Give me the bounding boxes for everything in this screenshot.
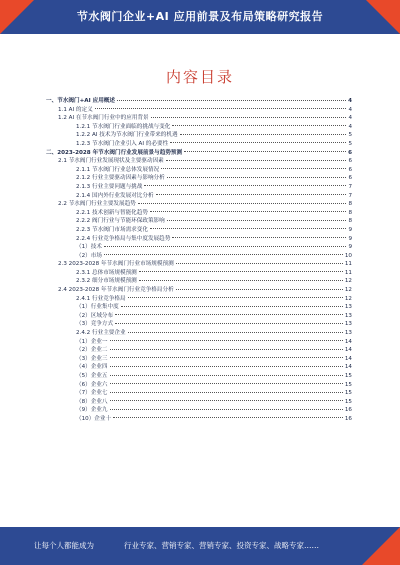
toc-leader-dots — [172, 125, 346, 126]
toc-entry-text: 2.1.1 节水阀门行业总体发展情况 — [76, 166, 160, 173]
toc-leader-dots — [184, 151, 346, 152]
toc-entry[interactable] — [40, 354, 352, 363]
toc-entry-text: （4）企业四 — [76, 364, 108, 371]
toc-leader-dots — [150, 228, 346, 229]
toc-leader-dots — [95, 108, 347, 109]
toc-entry-text: 1.2.3 节水阀门企业引入 AI 的必要性 — [76, 140, 169, 147]
toc-leader-dots — [156, 194, 347, 195]
toc-entry-page: 14 — [344, 364, 352, 371]
toc-entry-text: （1）行业集中度 — [76, 304, 119, 311]
footer-right-accent — [362, 527, 400, 565]
toc-leader-dots — [176, 289, 343, 290]
toc-entry[interactable] — [40, 302, 352, 311]
footer-roles: 行业专家、营销专家、营销专家、投资专家、战略专家…… — [124, 541, 319, 550]
toc-entry[interactable] — [40, 285, 352, 294]
toc-entry[interactable] — [40, 251, 352, 260]
toc-leader-dots — [172, 237, 346, 238]
header-right-accent — [366, 0, 400, 34]
toc-entry[interactable] — [40, 199, 352, 208]
toc-entry[interactable] — [40, 268, 352, 277]
toc-entry[interactable] — [40, 397, 352, 406]
toc-entry[interactable] — [40, 242, 352, 251]
toc-entry-page: 7 — [348, 192, 352, 199]
toc-entry-page: 11 — [344, 269, 352, 276]
toc-entry[interactable] — [40, 165, 352, 174]
toc-entry[interactable] — [40, 148, 352, 157]
toc-entry-text: 2.1 节水阀门行业发展现状及主要驱动因素 — [58, 158, 164, 165]
header-left-accent — [0, 0, 34, 34]
report-header — [0, 0, 400, 34]
toc-entry-text: （5）企业五 — [76, 373, 108, 379]
toc-leader-dots — [151, 117, 347, 118]
toc-entry-page: 13 — [344, 312, 352, 319]
toc-entry[interactable] — [40, 234, 352, 243]
toc-entry[interactable] — [40, 182, 352, 191]
toc-entry-text: （6）企业六 — [76, 381, 108, 388]
toc-leader-dots — [113, 417, 343, 418]
toc-entry-text: 2.2.4 行业竞争格局与集中度发展趋势 — [76, 235, 171, 242]
toc-entry-text: （10）企业十 — [76, 415, 112, 422]
toc-entry[interactable] — [40, 311, 352, 320]
toc-entry-text: 2.4 2023-2028 年节水阀门行业竞争格局分析 — [58, 287, 174, 294]
toc-entry-text: 2.1.4 国内外行业发展对比分析 — [76, 192, 154, 199]
toc-entry-text: 2.1.3 行业主要问题与挑战 — [76, 183, 143, 190]
toc-entry-page: 9 — [348, 235, 352, 242]
toc-entry[interactable] — [40, 113, 352, 122]
toc-entry-page: 4 — [348, 98, 352, 104]
toc-entry-text: （9）企业九 — [76, 407, 108, 414]
toc-entry[interactable] — [40, 122, 352, 131]
toc-leader-dots — [117, 100, 346, 101]
toc-leader-dots — [166, 160, 347, 161]
toc-entry-text: 2.1.2 行业主要驱动因素与影响分析 — [76, 175, 165, 182]
toc-leader-dots — [110, 357, 343, 358]
toc-entry[interactable] — [40, 328, 352, 337]
toc-leader-dots — [110, 409, 343, 410]
toc-entry-page: 12 — [344, 287, 352, 294]
toc-entry-text: 2.3.2 细分市场规模预测 — [76, 278, 137, 285]
toc-entry-page: 8 — [348, 218, 352, 225]
toc-leader-dots — [176, 263, 343, 264]
toc-entry-text: 2.2 节水阀门行业主要发展趋势 — [58, 201, 136, 208]
footer-slogan: 让每个人都能成为 — [34, 541, 94, 550]
toc-leader-dots — [121, 306, 343, 307]
toc-entry-page: 16 — [344, 415, 352, 422]
toc-entry-page: 15 — [344, 373, 352, 379]
toc-leader-dots — [150, 211, 346, 212]
toc-entry[interactable] — [40, 173, 352, 182]
toc-entry-text: 1.2.2 AI 技术为节水阀门行业带来的机遇 — [76, 132, 178, 139]
toc-heading: 内容目录 — [165, 68, 234, 86]
toc-entry-page: 15 — [344, 398, 352, 405]
report-title: 节水阀门企业+AI 应用前景及布局策略研究报告 — [76, 10, 324, 23]
toc-entry[interactable] — [40, 405, 352, 414]
toc-entry-page: 4 — [348, 106, 352, 113]
toc-entry[interactable] — [40, 337, 352, 346]
toc-entry-page: 7 — [348, 183, 352, 190]
toc-entry[interactable] — [40, 225, 352, 234]
toc-entry[interactable] — [40, 388, 352, 397]
toc-entry[interactable] — [40, 380, 352, 389]
toc-entry-page: 5 — [348, 140, 352, 147]
toc-entry-page: 8 — [348, 209, 352, 216]
toc-entry-page: 10 — [344, 252, 352, 259]
toc-entry-text: 一、节水阀门+AI 应用概述 — [46, 98, 115, 104]
toc-entry-text: 2.3.1 总体市场规模预测 — [76, 269, 137, 276]
toc-leader-dots — [110, 400, 343, 401]
toc-entry-text: 2.2.2 阀门行业与节能环保政策影响 — [76, 218, 165, 225]
toc-entry-page: 9 — [348, 244, 352, 251]
toc-leader-dots — [170, 142, 346, 143]
toc-entry-page: 14 — [344, 355, 352, 362]
toc-entry-page: 4 — [348, 115, 352, 122]
toc-leader-dots — [104, 246, 347, 247]
toc-leader-dots — [110, 366, 343, 367]
toc-entry[interactable] — [40, 276, 352, 285]
toc-entry[interactable] — [40, 294, 352, 303]
toc-entry-page: 8 — [348, 201, 352, 208]
toc-entry-page: 12 — [344, 295, 352, 302]
toc-leader-dots — [167, 220, 347, 221]
toc-leader-dots — [139, 280, 343, 281]
toc-entry-text: 2.4.2 行业主要企业 — [76, 330, 126, 337]
toc-entry[interactable] — [40, 371, 352, 380]
toc-entry-text: （2）企业二 — [76, 347, 108, 354]
toc-entry-page: 5 — [348, 132, 352, 139]
toc-entry-text: （2）区域分布 — [76, 312, 114, 319]
toc-entry[interactable] — [40, 139, 352, 148]
toc-entry-page: 15 — [344, 390, 352, 397]
toc-leader-dots — [110, 349, 343, 350]
page-footer — [0, 527, 400, 565]
toc-leader-dots — [161, 168, 346, 169]
toc-entry[interactable] — [40, 345, 352, 354]
toc-leader-dots — [144, 185, 346, 186]
toc-entry[interactable] — [40, 414, 352, 423]
toc-entry-page: 11 — [344, 261, 352, 268]
toc-entry[interactable] — [40, 191, 352, 200]
toc-entry-text: （3）竞争方式 — [76, 321, 114, 328]
toc-entry-page: 13 — [344, 304, 352, 311]
toc-entry[interactable] — [40, 362, 352, 371]
toc-entry[interactable] — [40, 216, 352, 225]
toc-entry-text: 1.1 AI 的定义 — [58, 106, 93, 113]
table-of-contents — [40, 96, 352, 423]
toc-entry-text: 1.2.1 节水阀门行业面临的挑战与变化 — [76, 123, 171, 130]
toc-entry-text: （2）市场 — [76, 252, 102, 259]
toc-entry-page: 14 — [344, 338, 352, 345]
toc-leader-dots — [110, 383, 343, 384]
toc-entry-page: 15 — [344, 381, 352, 388]
toc-entry-text: 2.4.1 行业竞争格局 — [76, 295, 126, 302]
toc-leader-dots — [138, 203, 347, 204]
toc-entry-page: 9 — [348, 226, 352, 233]
toc-leader-dots — [128, 332, 343, 333]
toc-entry[interactable] — [40, 105, 352, 114]
toc-entry-text: （8）企业八 — [76, 398, 108, 405]
toc-leader-dots — [110, 340, 343, 341]
toc-entry-page: 6 — [348, 158, 352, 165]
toc-leader-dots — [180, 134, 347, 135]
toc-entry-text: （3）企业三 — [76, 355, 108, 362]
toc-entry-page: 6 — [348, 175, 352, 182]
toc-entry-page: 6 — [348, 166, 352, 173]
toc-entry-page: 13 — [344, 321, 352, 328]
toc-leader-dots — [167, 177, 347, 178]
toc-entry[interactable] — [40, 208, 352, 217]
toc-entry-text: （1）企业一 — [76, 338, 108, 345]
toc-entry[interactable] — [40, 319, 352, 328]
toc-entry-page: 16 — [344, 407, 352, 414]
toc-entry-text: 2.2.1 技术创新与智能化趋势 — [76, 209, 148, 216]
toc-leader-dots — [115, 323, 343, 324]
toc-entry-text: 2.2.3 节水阀门市场需求变化 — [76, 226, 148, 233]
toc-entry-page: 6 — [348, 149, 352, 156]
toc-entry-text: （1）技术 — [76, 244, 102, 251]
toc-entry-text: 二、2023-2028 年节水阀门行业发展前景与趋势预测 — [46, 149, 183, 156]
toc-leader-dots — [104, 254, 343, 255]
toc-leader-dots — [110, 392, 343, 393]
toc-entry[interactable] — [40, 156, 352, 165]
toc-leader-dots — [110, 375, 343, 376]
toc-entry[interactable] — [40, 96, 352, 105]
toc-entry-text: 1.2 AI 在节水阀门行业中的应用背景 — [58, 115, 149, 122]
toc-entry[interactable] — [40, 259, 352, 268]
toc-entry-page: 13 — [344, 330, 352, 337]
toc-leader-dots — [128, 297, 343, 298]
toc-entry[interactable] — [40, 130, 352, 139]
toc-entry-page: 4 — [348, 123, 352, 130]
toc-leader-dots — [115, 314, 343, 315]
toc-entry-text: （7）企业七 — [76, 390, 108, 397]
toc-leader-dots — [139, 271, 343, 272]
toc-entry-text: 2.3 2023-2028 年节水阀门行业市场规模预测 — [58, 261, 174, 268]
toc-entry-page: 12 — [344, 278, 352, 285]
toc-entry-page: 14 — [344, 347, 352, 354]
